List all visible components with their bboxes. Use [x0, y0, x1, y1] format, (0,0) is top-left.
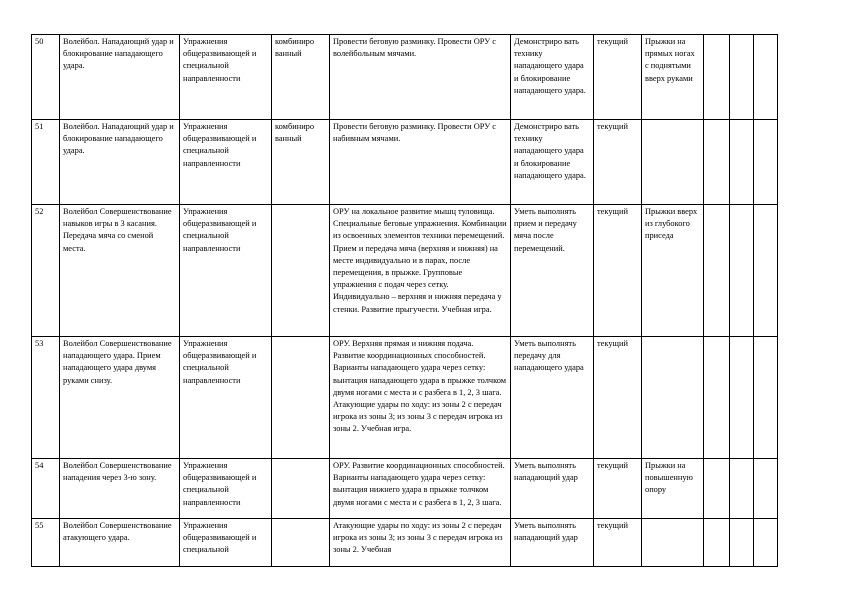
date-cell	[730, 120, 754, 205]
lesson-result: Уметь выполнять нападающий удар	[511, 519, 594, 567]
lesson-content: Провести беговую разминку. Провести ОРУ с волейбольным мячами.	[330, 35, 511, 120]
lesson-topic: Волейбол Совершенствование нападающего удара. Прием нападающего удара двумя руками снизу.	[60, 337, 180, 459]
lesson-content: Атакующие удары по ходу: из зоны 2 с передач игрока из зоны 3; из зоны 3 с передач игрока из зоны 2. Учебная	[330, 519, 511, 567]
lesson-number: 55	[32, 519, 60, 567]
lesson-result: Демонстриро вать технику нападающего удара и блокирование нападающего удара.	[511, 35, 594, 120]
date-cell	[704, 205, 730, 337]
lesson-homework	[642, 519, 704, 567]
lesson-control: текущий	[594, 120, 642, 205]
date-cell	[754, 337, 778, 459]
lesson-topic: Волейбол Совершенствование навыков игры в 3 касания. Передача мяча со сменой места.	[60, 205, 180, 337]
lesson-type	[272, 337, 330, 459]
lesson-homework: Прыжки на прямых ногах с поднятыми вверх руками	[642, 35, 704, 120]
date-cell	[730, 337, 754, 459]
lesson-topic: Волейбол. Нападающий удар и блокирование нападающего удара.	[60, 120, 180, 205]
date-cell	[704, 337, 730, 459]
date-cell	[730, 519, 754, 567]
table-row	[32, 35, 778, 120]
table-row	[32, 120, 778, 205]
lesson-type	[272, 459, 330, 519]
date-cell	[704, 459, 730, 519]
date-cell	[704, 35, 730, 120]
date-cell	[754, 35, 778, 120]
lesson-plan-table	[31, 34, 778, 567]
date-cell	[754, 459, 778, 519]
table-row	[32, 205, 778, 337]
lesson-homework: Прыжки вверх из глубокого приседа	[642, 205, 704, 337]
lesson-content: ОРУ. Верхняя прямая и нижняя подача. Развитие координационных способностей. Варианты нападающего удара через сетку: вынтация нападающего удара в прыжке толчком двумя ногами с места и с разбега в 1, 2, 3 шага. Атакующие удары по ходу: из зоны 2 с передач игрока из зоны 3; из зоны 3 с передач игрока из зоны 2. Учебная игра.	[330, 337, 511, 459]
lesson-content: ОРУ. Развитие координационных способностей. Варианты нападающего удара через сетку: вынтация нижнего удара в прыжке толчком двумя ногами с места и с разбега в 1, 2, 3 шага.	[330, 459, 511, 519]
lesson-exercises: Упражнения общеразвивающей и специальной направленности	[180, 337, 272, 459]
lesson-exercises: Упражнения общеразвивающей и специальной направленности	[180, 35, 272, 120]
lesson-number: 52	[32, 205, 60, 337]
lesson-result: Уметь выполнять передачу для нападающего удара	[511, 337, 594, 459]
lesson-content: ОРУ на локальное развитие мышц туловища. Специальные беговые упражнения. Комбинации из освоенных элементов техники перемещений. Прием и передача мяча (верхняя и нижняя) на месте индивидуально и в парах, после перемещения, в прыжке. Групповые упражнения с подач через сетку. Индивидуально – верхняя и нижняя передача у стенки. Развитие прыгучести. Учебная игра.	[330, 205, 511, 337]
lesson-result: Уметь выполнять прием и передачу мяча после перемещений.	[511, 205, 594, 337]
date-cell	[730, 205, 754, 337]
lesson-topic: Волейбол Совершенствование нападения через 3-ю зону.	[60, 459, 180, 519]
date-cell	[754, 120, 778, 205]
lesson-homework: Прыжки на повышенную опору	[642, 459, 704, 519]
table-row	[32, 337, 778, 459]
lesson-control: текущий	[594, 459, 642, 519]
lesson-exercises: Упражнения общеразвивающей и специальной	[180, 519, 272, 567]
lesson-topic: Волейбол Совершенствование атакующего удара.	[60, 519, 180, 567]
lesson-exercises: Упражнения общеразвивающей и специальной направленности	[180, 205, 272, 337]
date-cell	[704, 120, 730, 205]
lesson-number: 53	[32, 337, 60, 459]
lesson-control: текущий	[594, 205, 642, 337]
date-cell	[730, 35, 754, 120]
lesson-type	[272, 519, 330, 567]
lesson-result: Уметь выполнять нападающий удар	[511, 459, 594, 519]
lesson-topic: Волейбол. Нападающий удар и блокирование нападающего удара.	[60, 35, 180, 120]
date-cell	[730, 459, 754, 519]
table-row	[32, 459, 778, 519]
lesson-control: текущий	[594, 337, 642, 459]
lesson-control: текущий	[594, 519, 642, 567]
lesson-type	[272, 205, 330, 337]
lesson-exercises: Упражнения общеразвивающей и специальной направленности	[180, 459, 272, 519]
lesson-homework	[642, 337, 704, 459]
lesson-exercises: Упражнения общеразвивающей и специальной направленности	[180, 120, 272, 205]
lesson-type: комбиниро ванный	[272, 120, 330, 205]
lesson-content: Провести беговую разминку. Провести ОРУ с набивным мячами.	[330, 120, 511, 205]
lesson-number: 50	[32, 35, 60, 120]
lesson-result: Демонстриро вать технику нападающего удара и блокирование нападающего удара.	[511, 120, 594, 205]
lesson-homework	[642, 120, 704, 205]
date-cell	[704, 519, 730, 567]
date-cell	[754, 519, 778, 567]
lesson-control: текущий	[594, 35, 642, 120]
lesson-number: 54	[32, 459, 60, 519]
table-row	[32, 519, 778, 567]
lesson-type: комбиниро ванный	[272, 35, 330, 120]
lesson-number: 51	[32, 120, 60, 205]
date-cell	[754, 205, 778, 337]
